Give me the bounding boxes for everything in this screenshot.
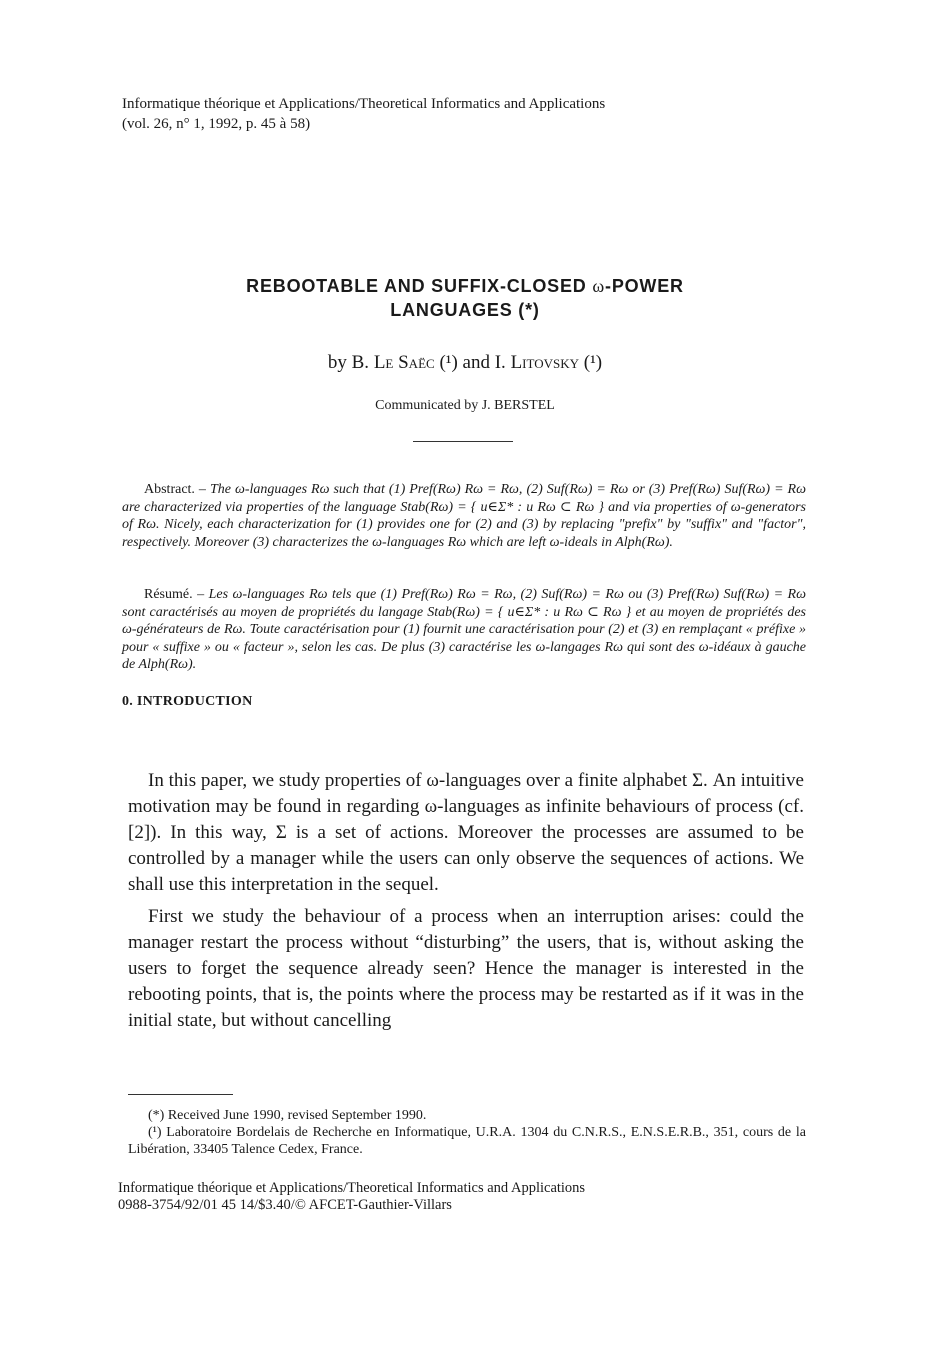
resume-label: Résumé. –	[144, 587, 209, 602]
footer-journal: Informatique théorique et Applications/Theoretical Informatics and Applications	[118, 1180, 586, 1196]
section-heading: 0. INTRODUCTION	[122, 694, 253, 709]
journal-header	[122, 94, 605, 134]
footer-issn: 0988-3754/92/01 45 14/$3.40/© AFCET-Gauthier-Villars	[118, 1197, 452, 1213]
author-1: Le Saëc	[373, 352, 435, 373]
abstract-text: The ω-languages Rω such that (1) Pref(Rω) Rω = Rω, (2) Suf(Rω) = Rω or (3) Pref(Rω) Suf(Rω) = Rω are characterized via properties of the language Stab(Rω) = { u∈Σ* : u Rω ⊂ Rω } and via properties of ω-generators of Rω. Nicely, each characterization for (1) provides one for (2) and (3) by replacing "prefix" by "suffix" and "factor", respectively. Moreover (3) characterizes the ω-languages Rω which are left ω-ideals in Alph(Rω).	[122, 482, 806, 550]
title-divider	[413, 441, 513, 442]
title-line-2: LANGUAGES (*)	[390, 300, 540, 320]
title-line-1: REBOOTABLE AND SUFFIX-CLOSED ω-POWER	[246, 276, 684, 296]
resume-text: Les ω-languages Rω tels que (1) Pref(Rω) Rω = Rω, (2) Suf(Rω) = Rω ou (3) Pref(Rω) Suf(Rω) = Rω sont caractérisés au moyen de propriétés du langage Stab(Rω) = { u∈Σ* : u Rω ⊂ Rω } et au moyen de propriétés des ω-générateurs de Rω. Toute caractérisation pour (1) fournit une caractérisation pour (2) et (3) en remplaçant « préfixe » pour « suffixe » ou « facteur », selon les cas. De plus (3) caractérise les ω-langages Rω qui sont des ω-idéaux à gauche de Alph(Rω).	[122, 587, 806, 672]
communicated-by: Communicated by J. BERSTEL	[375, 398, 555, 413]
author-line: by B. Le Saëc (¹) and I. Litovsky (¹)	[327, 352, 603, 373]
journal-name: Informatique théorique et Applications/Theoretical Informatics and Applications	[122, 96, 606, 112]
footnote-divider	[128, 1094, 233, 1095]
footnote: (*) Received June 1990, revised September 1990.	[148, 1108, 427, 1123]
footnotes	[128, 1107, 806, 1158]
paragraph: First we study the behaviour of a process when an interruption arises: could the manager restart the process without “disturbing” the users, that is, without asking the users to forget the sequence already seen? Hence the manager is interested in the rebooting points, that is, the points where the process may be restarted as if it was in the initial state, but without cancelling	[128, 906, 804, 1031]
footnote: (¹) Laboratoire Bordelais de Recherche en Informatique, U.R.A. 1304 du C.N.R.S., E.N.S.E.R.B., 351, cours de la Libération, 33405 Talence Cedex, France.	[128, 1125, 806, 1157]
resume	[122, 586, 806, 674]
journal-volume: (vol. 26, n° 1, 1992, p. 45 à 58)	[122, 116, 311, 132]
page-footer	[118, 1180, 585, 1214]
abstract	[122, 481, 806, 551]
author-2: Litovsky	[510, 352, 579, 373]
body-text	[128, 768, 804, 1040]
paper-title	[0, 274, 930, 322]
abstract-label: Abstract. –	[144, 482, 210, 497]
paragraph: In this paper, we study properties of ω-languages over a finite alphabet Σ. An intuitive motivation may be found in regarding ω-languages as infinite behaviours of process (cf. [2]). In this way, Σ is a set of actions. Moreover the processes are assumed to be controlled by a manager while the users can only observe the sequences of actions. We shall use this interpretation in the sequel.	[128, 770, 804, 895]
